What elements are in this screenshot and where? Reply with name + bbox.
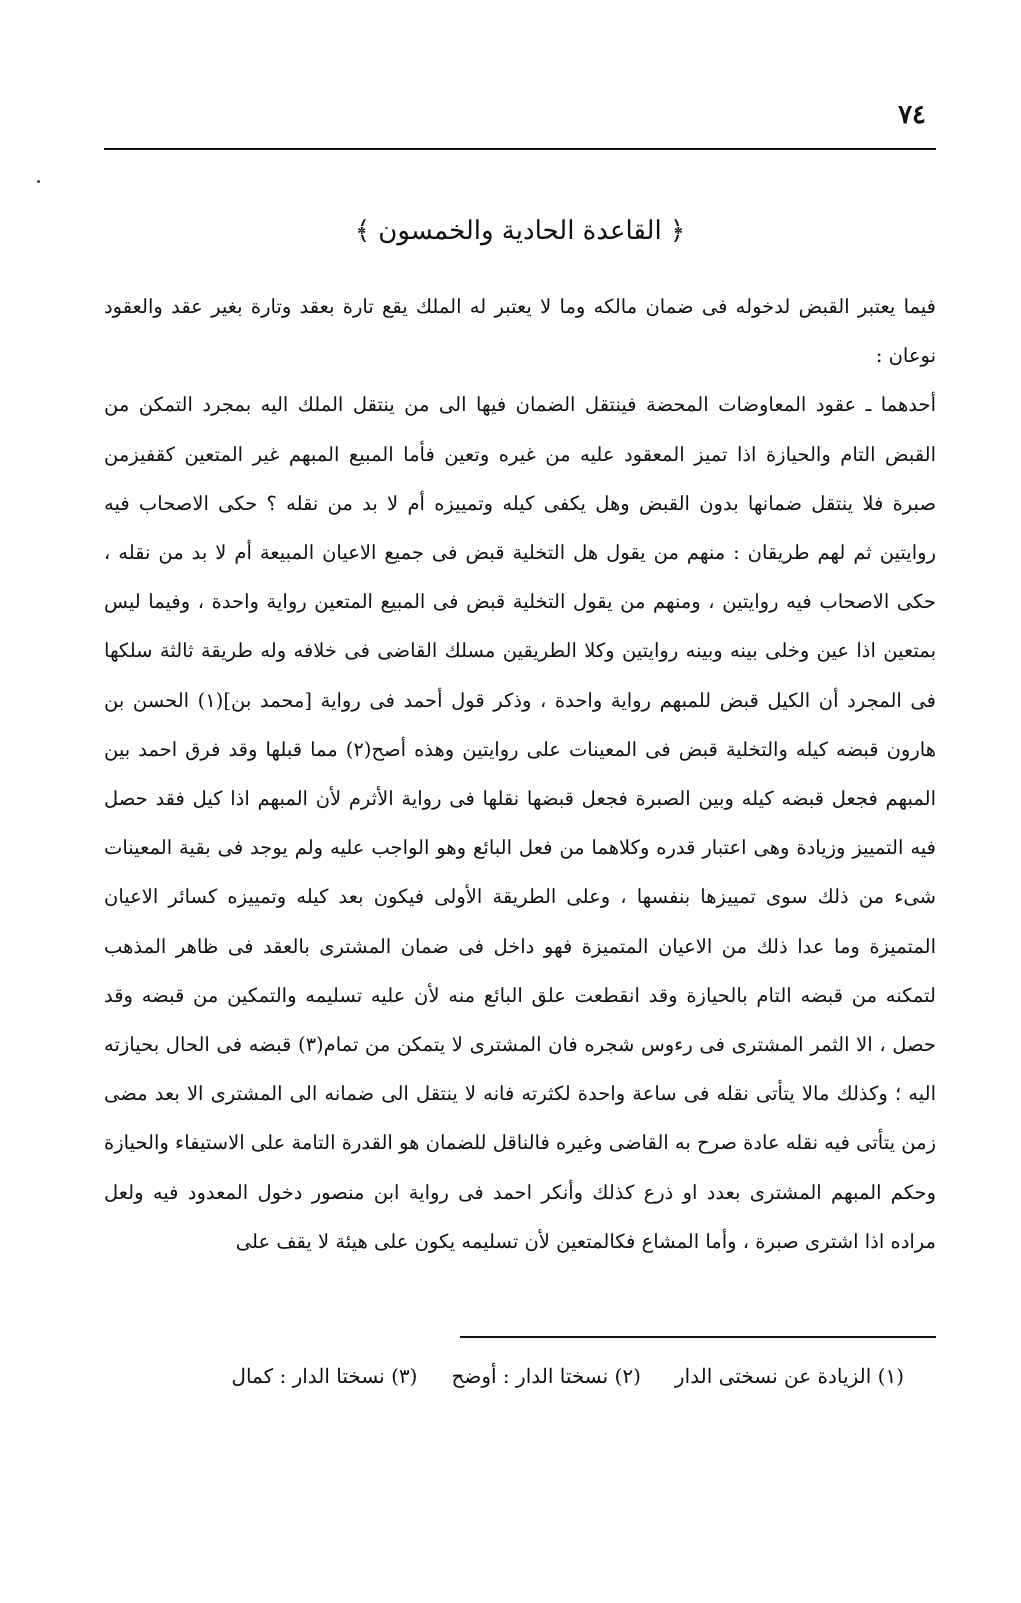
header-rule [104, 148, 936, 150]
footnote-1: (١) الزيادة عن نسختى الدار [674, 1364, 904, 1388]
page-number: ٧٤ [898, 100, 926, 130]
main-paragraph: أحدهما ـ عقود المعاوضات المحضة فينتقل الضمان فيها الى من ينتقل الملك اليه بمجرد التمكن من القبض التام والحيازة اذا تميز المعقود عليه من غيره وتعين فأما المبيع المبهم غير المتعين كقفيزمن صبرة فلا ينتقل ضمانها بدون القبض وهل يكفى كيله وتمييزه أم لا بد من نقله ؟ حكى الاصحاب فيه روايتين ثم لهم طريقان : منهم من يقول هل التخلية قبض فى جميع الاعيان المبيعة أم لا بد من نقله ، حكى الاصحاب فيه روايتين ، ومنهم من يقول التخلية قبض فى المبيع المتعين رواية واحدة ، وفيما ليس بمتعين اذا عين وخلى بينه وبينه روايتين وكلا الطريقين مسلك القاضى فى خلافه وله طريقة ثالثة سلكها فى المجرد أن الكيل قبض للمبهم رواية واحدة ، وذكر قول أحمد فى رواية [محمد بن](١) الحسن بن هارون قبضه كيله والتخلية قبض فى المعينات على روايتين وهذه أصح(٢) مما قبلها وقد فرق احمد بين المبهم فجعل قبضه كيله وبين الصبرة فجعل قبضها نقلها فى رواية الأثرم لأن المبهم اذا كيل فقد حصل فيه التمييز وزيادة وهى اعتبار قدره وكلاهما من فعل البائع وهو الواجب عليه ولم يوجد فى بقية المعينات شىء من ذلك سوى تمييزها بنفسها ، وعلى الطريقة الأولى فيكون بعد كيله وتمييزه كسائر الاعيان المتميزة وما عدا ذلك من الاعيان المتميزة فهو داخل فى ضمان المشترى بالعقد فى ظاهر المذهب لتمكنه من قبضه التام بالحيازة وقد انقطعت علق البائع منه لأن عليه تسليمه والتمكين من قبضه وقد حصل ، الا الثمر المشترى فى رءوس شجره فان المشترى لا يتمكن من تمام(٣) قبضه فى الحال بحيازته اليه ؛ وكذلك مالا يتأتى نقله فى ساعة واحدة لكثرته فانه لا ينتقل الى ضمانه الى المشترى الا بعد مضى زمن يتأتى فيه نقله عادة صرح به القاضى وغيره فالناقل للضمان هو القدرة التامة على الاستيفاء والحيازة وحكم المبهم المشترى بعدد او ذرع كذلك وأنكر احمد فى رواية ابن منصور دخول المعدود فيه ولعل مراده اذا اشترى صبرة ، وأما المشاع فكالمتعين لأن تسليمه يكون على هيئة لا يقف على [104, 393, 937, 1253]
intro-paragraph: فيما يعتبر القبض لدخوله فى ضمان مالكه وما لا يعتبر له الملك يقع تارة بعقد وتارة بغير عقد والعقود نوعان : [104, 295, 936, 368]
footnotes [104, 1356, 904, 1396]
footnote-2: (٢) نسختا الدار : أوضح [451, 1364, 641, 1388]
body-text [104, 282, 936, 1266]
scan-speck [37, 180, 40, 183]
footnote-3: (٣) نسختا الدار : كمال [231, 1364, 418, 1388]
footnote-rule [460, 1336, 936, 1338]
section-title: ﴿ القاعدة الحادية والخمسون ﴾ [354, 216, 686, 246]
